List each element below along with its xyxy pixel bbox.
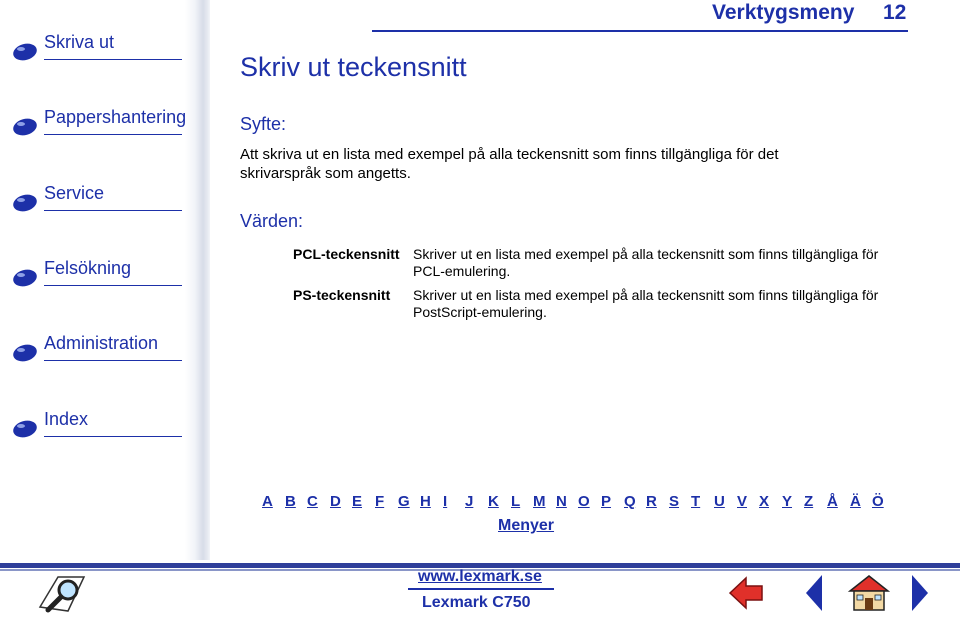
sidebar-item-felsokning[interactable] <box>12 258 182 288</box>
nav-bullet-icon <box>12 42 38 62</box>
value-description-ps: Skriver ut en lista med exempel på alla teckensnitt som finns tillgängliga för PostScript-emulering. <box>413 287 879 320</box>
alphabet-letter-link[interactable]: Ä <box>850 493 861 510</box>
nav-bullet-icon <box>12 193 38 213</box>
value-term-pcl: PCL-teckensnitt <box>293 246 400 262</box>
alphabet-letter-link[interactable]: C <box>307 493 318 510</box>
purpose-text: Att skriva ut en lista med exempel på alla teckensnitt som finns tillgängliga för det skrivarspråk som angetts. <box>240 146 779 182</box>
nav-bullet-icon <box>12 343 38 363</box>
alphabet-letter-link[interactable]: Å <box>827 493 838 510</box>
purpose-heading: Syfte: <box>240 114 287 134</box>
sidebar-divider <box>44 134 182 135</box>
alphabet-letter-link[interactable]: E <box>352 493 363 510</box>
alphabet-letter-link[interactable]: H <box>420 493 431 510</box>
sidebar-item-administration[interactable] <box>12 333 182 363</box>
home-icon[interactable] <box>846 573 892 613</box>
alphabet-letter-link[interactable]: Z <box>804 493 814 510</box>
website-link[interactable]: www.lexmark.se <box>418 568 542 585</box>
sidebar-item-label: Felsökning <box>44 258 132 278</box>
model-name: Lexmark C750 <box>422 594 531 611</box>
alphabet-letter-link[interactable]: R <box>646 493 657 510</box>
nav-bullet-icon <box>12 268 38 288</box>
value-term-ps: PS-teckensnitt <box>293 287 391 303</box>
sidebar-divider <box>44 59 182 60</box>
page-title: Skriv ut teckensnitt <box>240 52 467 82</box>
alphabet-letter-link[interactable]: X <box>759 493 770 510</box>
nav-bullet-icon <box>12 117 38 137</box>
alphabet-letter-link[interactable]: N <box>556 493 567 510</box>
alphabet-letter-link[interactable]: A <box>262 493 273 510</box>
footer-divider <box>408 588 554 590</box>
sidebar-divider <box>44 210 182 211</box>
alphabet-index <box>262 493 892 513</box>
header-divider <box>372 30 908 32</box>
alphabet-letter-link[interactable]: I <box>443 493 448 510</box>
alphabet-letter-link[interactable]: S <box>669 493 680 510</box>
alphabet-letter-link[interactable]: O <box>578 493 590 510</box>
sidebar-item-label: Skriva ut <box>44 32 115 52</box>
sidebar-divider <box>44 360 182 361</box>
section-title: Verktygsmeny <box>712 1 855 24</box>
sidebar-item-pappershantering[interactable] <box>12 107 187 137</box>
alphabet-letter-link[interactable]: U <box>714 493 725 510</box>
nav-bullet-icon <box>12 419 38 439</box>
sidebar <box>0 0 210 560</box>
alphabet-letter-link[interactable]: G <box>398 493 410 510</box>
alphabet-letter-link[interactable]: D <box>330 493 341 510</box>
alphabet-letter-link[interactable]: T <box>691 493 701 510</box>
sidebar-item-label: Administration <box>44 333 159 353</box>
sidebar-item-index[interactable] <box>12 409 182 439</box>
menus-link[interactable]: Menyer <box>498 517 555 534</box>
sidebar-item-label: Service <box>44 183 105 203</box>
page-number: 12 <box>883 1 907 24</box>
back-arrow-icon[interactable] <box>728 575 764 611</box>
sidebar-divider <box>44 285 182 286</box>
alphabet-letter-link[interactable]: Ö <box>872 493 884 510</box>
sidebar-item-service[interactable] <box>12 183 182 213</box>
values-heading: Värden: <box>240 211 304 231</box>
search-icon[interactable] <box>38 573 88 615</box>
sidebar-item-label: Index <box>44 409 89 429</box>
alphabet-letter-link[interactable]: B <box>285 493 296 510</box>
alphabet-letter-link[interactable]: Q <box>624 493 636 510</box>
sidebar-divider <box>44 436 182 437</box>
alphabet-letter-link[interactable]: Y <box>782 493 793 510</box>
alphabet-letter-link[interactable]: F <box>375 493 385 510</box>
alphabet-letter-link[interactable]: V <box>737 493 748 510</box>
alphabet-letter-link[interactable]: P <box>601 493 612 510</box>
sidebar-item-label: Pappershantering <box>44 107 187 127</box>
alphabet-letter-link[interactable]: J <box>465 493 474 510</box>
next-page-icon[interactable] <box>910 574 930 612</box>
previous-page-icon[interactable] <box>804 574 824 612</box>
alphabet-letter-link[interactable]: K <box>488 493 499 510</box>
value-description-pcl: Skriver ut en lista med exempel på alla teckensnitt som finns tillgängliga för PCL-emulering. <box>413 246 879 279</box>
alphabet-letter-link[interactable]: L <box>511 493 521 510</box>
sidebar-item-skriva-ut[interactable] <box>12 32 182 62</box>
alphabet-letter-link[interactable]: M <box>533 493 546 510</box>
